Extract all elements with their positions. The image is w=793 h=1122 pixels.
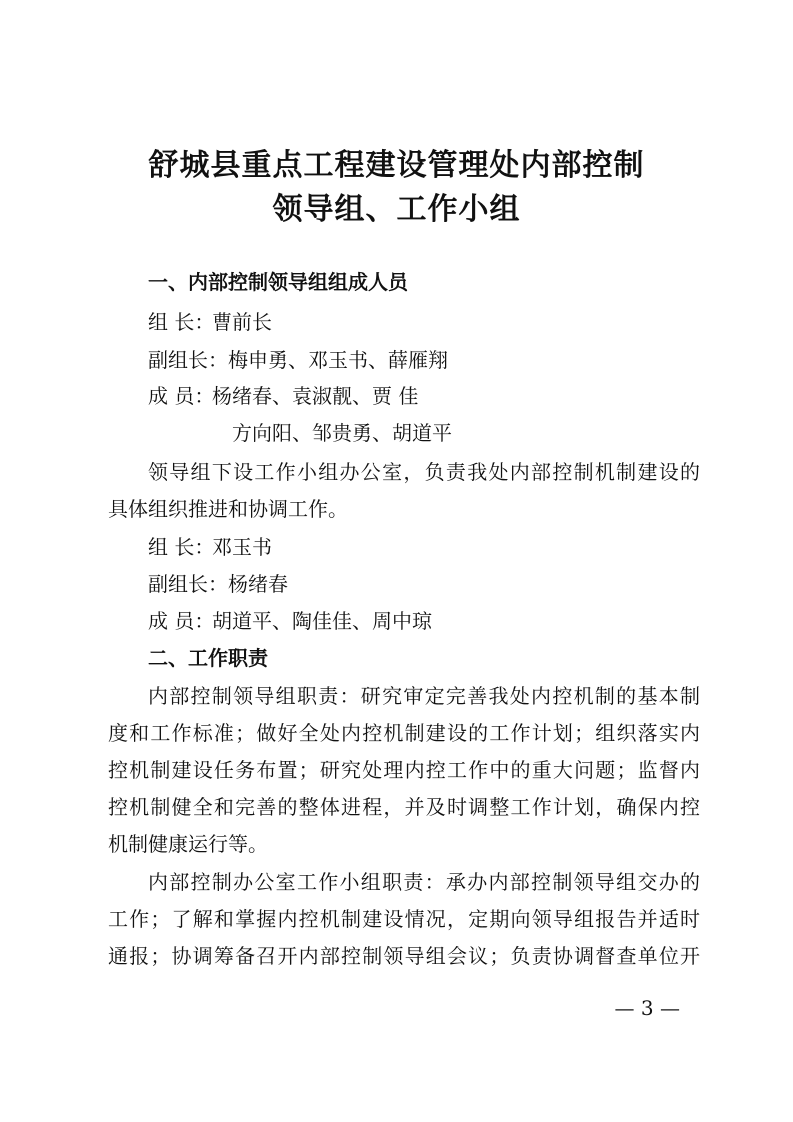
leader-group-members-line2: 方向阳、邹贵勇、胡道平 bbox=[232, 421, 452, 445]
work-group-leader-row bbox=[148, 535, 272, 559]
duty-paragraph1-line: 机制健康运行等。 bbox=[108, 832, 268, 856]
duty-paragraph2-line: 内部控制办公室工作小组职责：承办内部控制领导组交办的 bbox=[148, 870, 700, 894]
work-group-deputy-value: 杨绪春 bbox=[228, 572, 288, 596]
section1-heading: 一、内部控制领导组组成人员 bbox=[148, 270, 408, 294]
leader-group-deputy-label: 副组长： bbox=[148, 348, 228, 372]
duty-paragraph2-line: 工作；了解和掌握内控机制建设情况，定期向领导组报告并适时 bbox=[108, 907, 700, 931]
duty-paragraph1-line: 内部控制领导组职责：研究审定完善我处内控机制的基本制 bbox=[148, 684, 700, 708]
page-number: — 3 — bbox=[614, 996, 680, 1020]
work-group-leader-label: 组 长： bbox=[148, 535, 215, 559]
leader-group-deputy-row bbox=[148, 348, 448, 372]
leader-group-members-row bbox=[148, 384, 418, 408]
leader-group-members-label: 成 员： bbox=[148, 384, 215, 408]
work-group-members-value: 胡道平、陶佳佳、周中琼 bbox=[212, 609, 432, 633]
office-paragraph-line2: 具体组织推进和协调工作。 bbox=[108, 497, 348, 521]
work-group-members-label: 成 员： bbox=[148, 609, 215, 633]
work-group-deputy-row bbox=[148, 572, 288, 596]
leader-group-leader-row bbox=[148, 310, 272, 334]
duty-paragraph2-line: 通报；协调筹备召开内部控制领导组会议；负责协调督查单位开 bbox=[108, 944, 700, 968]
work-group-members-row bbox=[148, 609, 432, 633]
leader-group-members-line1: 杨绪春、袁淑靓、贾 佳 bbox=[212, 384, 419, 408]
duty-paragraph1-line: 度和工作标准；做好全处内控机制建设的工作计划；组织落实内 bbox=[108, 721, 700, 745]
duty-paragraph1-line: 控机制健全和完善的整体进程，并及时调整工作计划，确保内控 bbox=[108, 795, 700, 819]
document-title-line1: 舒城县重点工程建设管理处内部控制 bbox=[148, 148, 645, 183]
leader-group-leader-label: 组 长： bbox=[148, 310, 215, 334]
leader-group-deputy-value: 梅申勇、邓玉书、薛雁翔 bbox=[228, 348, 448, 372]
work-group-deputy-label: 副组长： bbox=[148, 572, 228, 596]
duty-paragraph1-line: 控机制建设任务布置；研究处理内控工作中的重大问题；监督内 bbox=[108, 758, 700, 782]
work-group-leader-value: 邓玉书 bbox=[212, 535, 272, 559]
leader-group-leader-value: 曹前长 bbox=[212, 310, 272, 334]
section2-heading: 二、工作职责 bbox=[148, 646, 268, 670]
office-paragraph-line1: 领导组下设工作小组办公室，负责我处内部控制机制建设的 bbox=[148, 460, 700, 484]
document-title-line2: 领导组、工作小组 bbox=[272, 192, 521, 227]
